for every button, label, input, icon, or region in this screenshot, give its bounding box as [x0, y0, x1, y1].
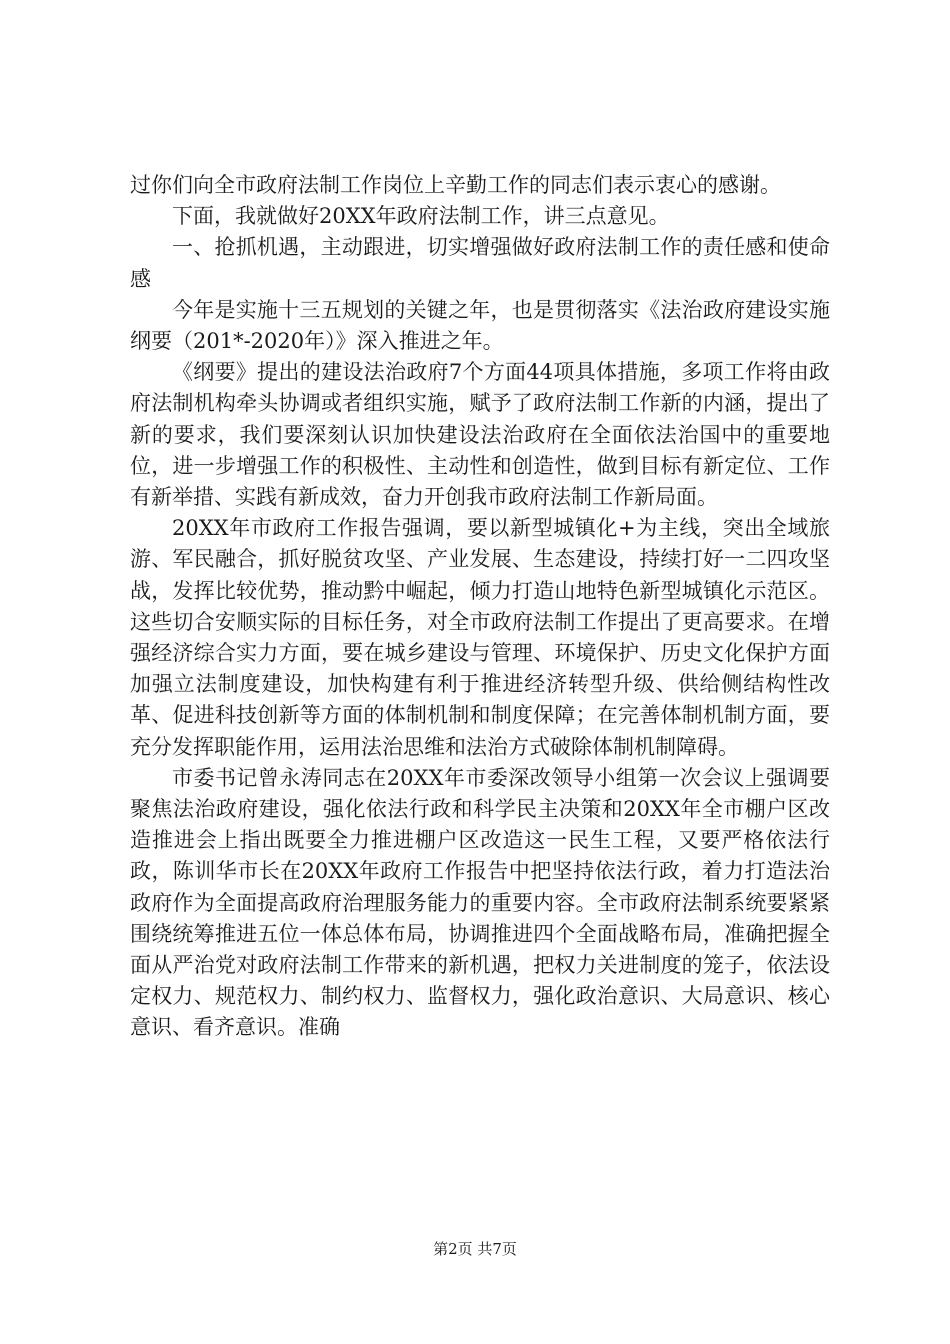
paragraph: 20XX年市政府工作报告强调，要以新型城镇化+为主线，突出全域旅游、军民融合，抓好脱贫攻坚、产业发展、生态建设，持续打好一二四攻坚战，发挥比较优势，推动黔中崛起，倾力打造山地特色新型城镇化示范区。这些切合安顺实际的目标任务，对全市政府法制工作提出了更高要求。在增强经济综合实力方面，要在城乡建设与管理、环境保护、历史文化保护方面加强立法制度建设，加快构建有利于推进经济转型升级、供给侧结构性改革、促进科技创新等方面的体制机制和制度保障；在完善体制机制方面，要充分发挥职能作用，运用法治思维和法治方式破除体制机制障碍。: [130, 516, 830, 759]
paragraph: 今年是实施十三五规划的关键之年，也是贯彻落实《法治政府建设实施纲要（201*-2020年）》深入推进之年。: [130, 297, 830, 354]
paragraph: 市委书记曾永涛同志在20XX年市委深改领导小组第一次会议上强调要聚焦法治政府建设，强化依法行政和科学民主决策和20XX年全市棚户区改造推进会上指出既要全力推进棚户区改造这一民生工程，又要严格依法行政，陈训华市长在20XX年政府工作报告中把坚持依法行政，着力打造法治政府作为全面提高政府治理服务能力的重要内容。全市政府法制系统要紧紧围绕统筹推进五位一体总体布局，协调推进四个全面战略布局，准确把握全面从严治党对政府法制工作带来的新机遇，把权力关进制度的笼子，依法设定权力、规范权力、制约权力、监督权力，强化政治意识、大局意识、核心意识、看齐意识。准确: [130, 765, 830, 1040]
paragraph: 《纲要》提出的建设法治政府7个方面44项具体措施，多项工作将由政府法制机构牵头协调或者组织实施，赋予了政府法制工作新的内涵，提出了新的要求，我们要深刻认识加快建设法治政府在全面依法治国中的重要地位，进一步增强工作的积极性、主动性和创造性，做到目标有新定位、工作有新举措、实践有新成效，奋力开创我市政府法制工作新局面。: [130, 360, 830, 510]
document-body: [130, 170, 830, 1044]
page-number-footer: 第2页 共7页: [433, 1240, 517, 1258]
paragraph-continuation: 过你们向全市政府法制工作岗位上辛勤工作的同志们表示衷心的感谢。: [130, 173, 781, 197]
paragraph-intro: 下面，我就做好20XX年政府法制工作，讲三点意见。: [172, 204, 670, 229]
section-heading-1: 一、抢抓机遇，主动跟进，切实增强做好政府法制工作的责任感和使命感: [130, 235, 830, 291]
